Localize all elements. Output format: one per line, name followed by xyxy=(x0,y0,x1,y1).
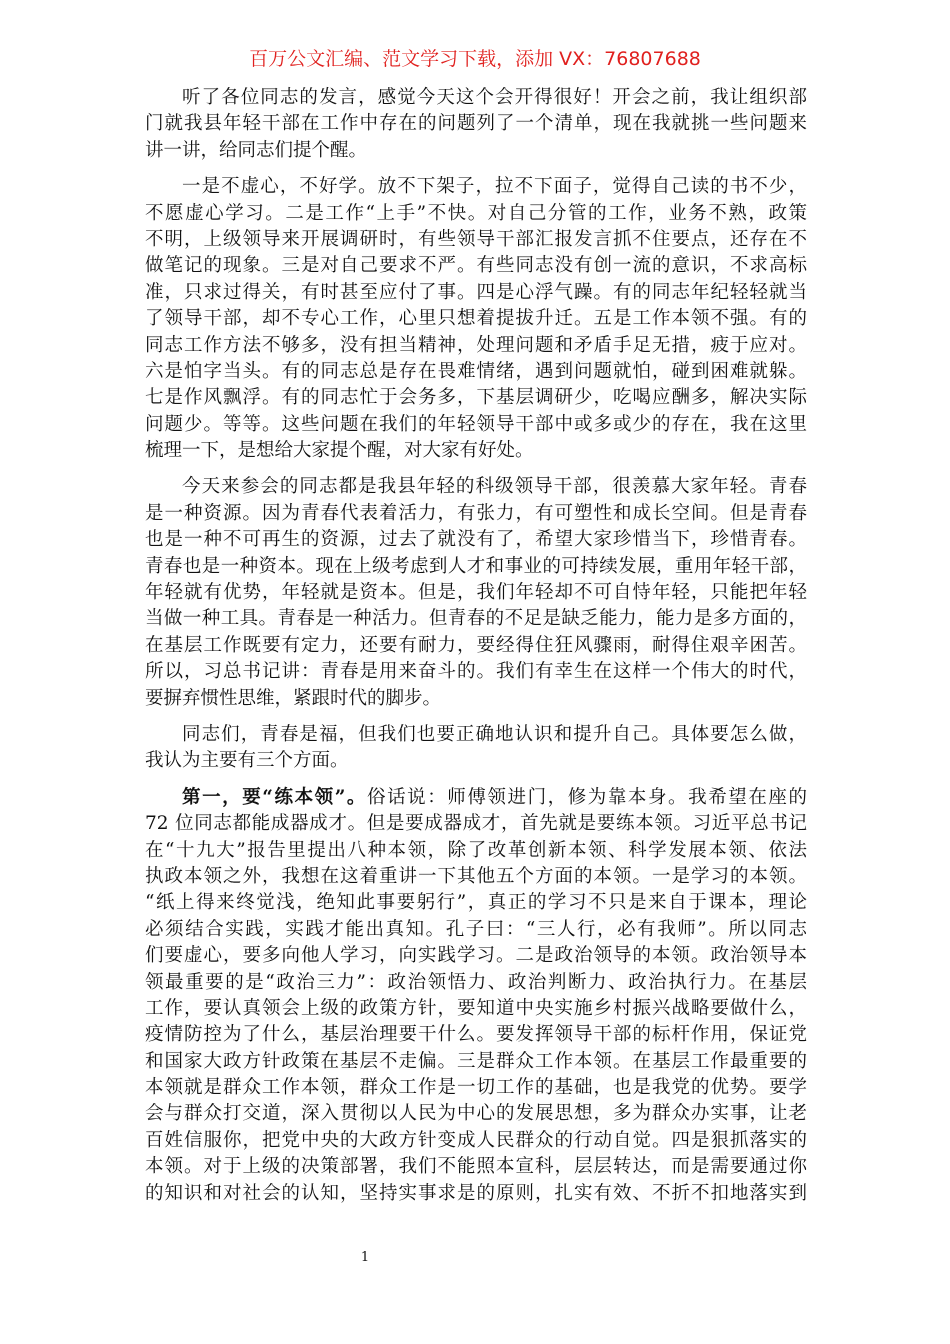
text-line: 准，只求过得关，有时甚至应付了事。四是心浮气躁。有的同志年纪轻轻就当 xyxy=(145,281,807,303)
text-line: 领最重要的是“政治三力”：政治领悟力、政治判断力、政治执行力。在基层 xyxy=(145,971,807,993)
text-line: 也是一种不可再生的资源，过去了就没有了，希望大家珍惜当下，珍惜青春。 xyxy=(145,529,807,551)
text-line: 会与群众打交道，深入贯彻以人民为中心的发展思想，多为群众办实事，让老 xyxy=(145,1103,807,1125)
text-line: 所以，习总书记讲：青春是用来奋斗的。我们有幸生在这样一个伟大的时代， xyxy=(145,661,807,683)
paragraph-problems xyxy=(145,174,807,464)
text-line: 执政本领之外，我想在这着重讲一下其他五个方面的本领。一是学习的本领。 xyxy=(145,865,807,887)
text-line: 今天来参会的同志都是我县年轻的科级领导干部，很羡慕大家年轻。青春 xyxy=(182,476,807,498)
text-line: 做笔记的现象。三是对自己要求不严。有些同志没有创一流的意识，不求高标 xyxy=(145,255,807,277)
text-line: 同志们，青春是福，但我们也要正确地认识和提升自己。具体要怎么做， xyxy=(182,723,807,745)
text-line: 我认为主要有三个方面。 xyxy=(145,750,349,772)
text-line: 不愿虚心学习。二是工作“上手”不快。对自己分管的工作，业务不熟，政策 xyxy=(145,202,807,224)
text-line: 必须结合实践，实践才能出真知。孔子曰：“三人行，必有我师”。所以同志 xyxy=(145,918,807,940)
text-line: 是一种资源。因为青春代表着活力，有张力，有可塑性和成长空间。但是青春 xyxy=(145,502,807,524)
text-span: 俗话说：师傅领进门，修为靠本身。我希望在座的 xyxy=(367,786,807,808)
paragraph-transition xyxy=(145,722,807,775)
text-line: 的知识和对社会的认知，坚持实事求是的原则，扎实有效、不折不扣地落实到 xyxy=(145,1182,807,1204)
text-line: 六是怕字当头。有的同志总是存在畏难情绪，遇到问题就怕，碰到困难就躲。 xyxy=(145,360,807,382)
section-heading: 第一，要“练本领”。 xyxy=(182,786,367,808)
watermark-header: 百万公文汇编、范文学习下载，添加 VX：76807688 xyxy=(249,48,701,70)
text-line: 了领导干部，却不专心工作，心里只想着提拔升迁。五是工作本领不强。有的 xyxy=(145,308,807,330)
text-line: 讲一讲，给同志们提个醒。 xyxy=(145,139,368,161)
text-line: 们要虚心，要多向他人学习，向实践学习。二是政治领导的本领。政治领导本 xyxy=(145,945,807,967)
section-first-skills xyxy=(145,785,807,1207)
text-line: 在基层工作既要有定力，还要有耐力，要经得住狂风骤雨，耐得住艰辛困苦。 xyxy=(145,634,807,656)
document-body xyxy=(145,85,807,1217)
text-line: 门就我县年轻干部在工作中存在的问题列了一个清单，现在我就挑一些问题来 xyxy=(145,113,807,135)
text-line: 和国家大政方针政策在基层不走偏。三是群众工作本领。在基层工作最重要的 xyxy=(145,1050,807,1072)
text-line: 梳理一下，是想给大家提个醒，对大家有好处。 xyxy=(145,440,534,462)
text-line: 不明，上级领导来开展调研时，有些领导干部汇报发言抓不住要点，还存在不 xyxy=(145,228,807,250)
text-line: 在“十九大”报告里提出八种本领，除了改革创新本领、科学发展本领、依法 xyxy=(145,839,807,861)
text-line: 听了各位同志的发言，感觉今天这个会开得很好！开会之前，我让组织部 xyxy=(182,87,807,108)
text-line: 年轻就有优势，年轻就是资本。但是，我们年轻却不可自恃年轻，只能把年轻 xyxy=(145,582,807,604)
text-line: 疫情防控为了什么，基层治理要干什么。要发挥领导干部的标杆作用，保证党 xyxy=(145,1024,807,1046)
text-line: 工作，要认真领会上级的政策方针，要知道中央实施乡村振兴战略要做什么， xyxy=(145,997,807,1019)
text-line: 要摒弃惯性思维，紧跟时代的脚步。 xyxy=(145,687,442,709)
text-line: 72 位同志都能成器成才。但是要成器成才，首先就是要练本领。习近平总书记 xyxy=(145,813,807,835)
text-line: 当做一种工具。青春是一种活力。但青春的不足是缺乏能力，能力是多方面的， xyxy=(145,608,807,630)
text-line: 同志工作方法不够多，没有担当精神，处理问题和矛盾手足无措，疲于应对。 xyxy=(145,334,807,356)
text-line: 本领就是群众工作本领，群众工作是一切工作的基础，也是我党的优势。要学 xyxy=(145,1077,807,1099)
text-line xyxy=(145,785,807,811)
text-line: 本领。对于上级的决策部署，我们不能照本宣科，层层转达，而是需要通过你 xyxy=(145,1156,807,1178)
paragraph-youth xyxy=(145,474,807,712)
text-line: 七是作风飘浮。有的同志忙于会务多，下基层调研少，吃喝应酬多，解决实际 xyxy=(145,387,807,409)
text-line: 问题少。等等。这些问题在我们的年轻领导干部中或多或少的存在，我在这里 xyxy=(145,413,807,435)
paragraph-intro xyxy=(145,85,807,164)
text-line: 百姓信服你，把党中央的大政方针变成人民群众的行动自觉。四是狠抓落实的 xyxy=(145,1129,807,1151)
text-line: “纸上得来终觉浅，绝知此事要躬行”，真正的学习不只是来自于课本，理论 xyxy=(145,892,807,914)
text-line: 青春也是一种资本。现在上级考虑到人才和事业的可持续发展，重用年轻干部， xyxy=(145,555,807,577)
text-line: 一是不虚心，不好学。放不下架子，拉不下面子，觉得自己读的书不少， xyxy=(182,176,807,198)
page-number: 1 xyxy=(360,1250,370,1265)
